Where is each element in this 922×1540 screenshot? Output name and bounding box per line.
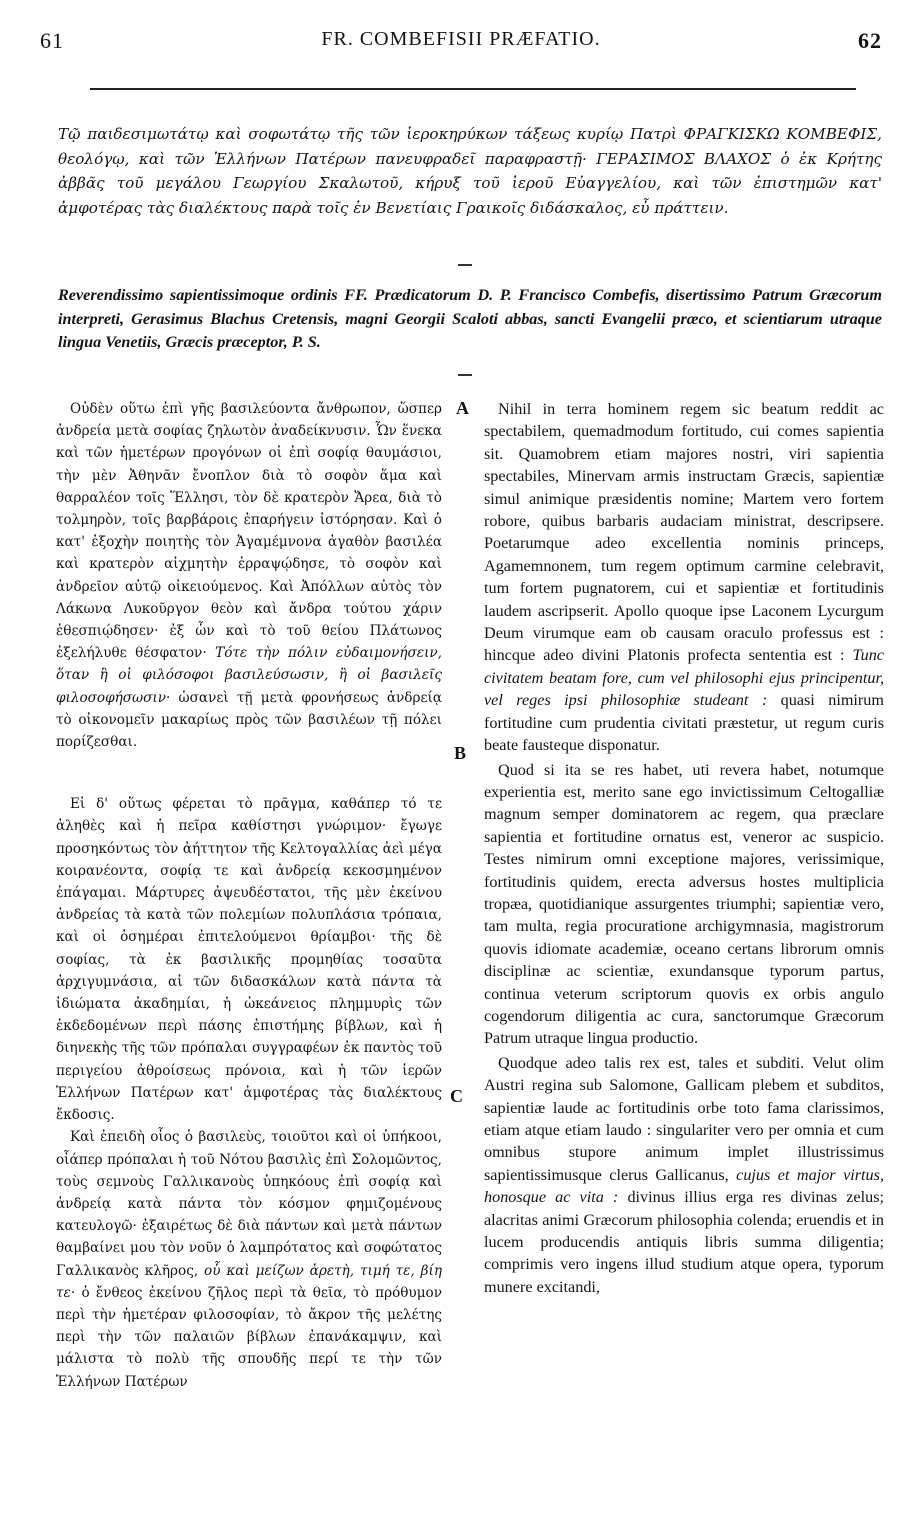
latin-text: divinus illius erga res divinas zelus; alacritas animi Græcorum philosophia colenda; eruendis et in lucem producendis antiquis libris summa diligentia; comprimis vero ingens illud studium atque opera, typorum munere excitandi,: [484, 1188, 884, 1296]
page-number-right: 62: [858, 28, 882, 53]
margin-letter-a: A: [456, 398, 469, 418]
greek-dedication: Τῷ παιδεσιμωτάτῳ καὶ σοφωτάτῳ τῆς τῶν ἱεροκηρύκων τάξεως κυρίῳ Πατρὶ ΦΡΑΓΚΙΣΚΩ ΚΟΜΒΕΦΙΣ, θεολόγῳ, καὶ τῶν Ἑλλήνων Πατέρων πανευφραδεῖ παραφραστῇ· ΓΕΡΑΣΙΜΟΣ ΒΛΑΧΟΣ ὁ ἐκ Κρήτης ἀββᾶς τοῦ μεγάλου Γεωργίου Σκαλωτοῦ, κήρυξ τοῦ ἱεροῦ Εὐαγγελίου, καὶ τῶν ἐπιστημῶν κατ' ἀμφοτέρας τὰς διαλέκτους παρὰ τοῖς ἐν Βενετίαις Γραικοῖς διδάσκαλος, εὖ πράττειν.: [58, 125, 882, 217]
greek-column: [56, 398, 442, 1393]
greek-paragraph-1: [56, 398, 442, 753]
greek-text: Οὐδὲν οὕτω ἐπὶ γῆς βασιλεύοντα ἄνθρωπον, ὥσπερ ἀνδρεία μετὰ σοφίας ζηλωτὸν ἀναδείκνυσιν. Ὧν ἕνεκα καὶ τῶν ἡμετέρων προγόνων οἱ ἐπὶ σοφίᾳ θαυμάσιοι, τὴν μὲν Ἀθηνᾶν ἔνοπλον διὰ τὸ σοφὸν ἅμα καὶ θαρραλέον τοῖς Ἕλλησι, τὸν δὲ κρατερὸν Ἄρεα, διὰ τὸ τολμηρὸν, τοῖς βαρβάροις ἐπαρήγειν ἱστόρησαν. Καὶ ὁ κατ' ἐξοχὴν ποιητὴς τὸν Ἀγαμέμνονα ἀγαθὸν βασιλέα καὶ κρατερὸν αἰχμητὴν ἐρραψῴδησε, τὸ σοφὸν καὶ ἀνδρεῖον αὐτῷ οἰκειούμενος. Καὶ Ἀπόλλων αὐτὸς τὸν Λάκωνα Λυκοῦργον θεὸν καὶ ἄνδρα τούτου χάριν ἐθεσπιῴδησεν· ἐξ ὧν καὶ τὸ τοῦ θείου Πλάτωνος ἐξελήλυθε θέσφατον·: [56, 401, 442, 662]
page-number-left: 61: [40, 28, 64, 53]
latin-quotation: Tunc civitatem beatam fore, cum vel philosophi ejus principentur, vel reges ipsi philosophiæ studeant :: [484, 646, 884, 710]
running-head: [40, 28, 882, 64]
latin-text: Quodque adeo talis rex est, tales et subditi. Velut olim Austri regina sub Salomone, Gallicam plebem et subditos, sapientiæ laude ac fortitudinis orbe toto fama clarissimos, etiam atque etiam laudo : singulariter vero per omnia et cum omnibus stupore animum implet illustrissimus sapientissimusque clerus Gallicanus,: [484, 1053, 884, 1184]
latin-paragraph-2: Quod si ita se res habet, uti revera habet, notumque experientia est, merito sane ego invictissimum Celtogalliæ magnum semper dominatorem ac regem, qua præclare sapientia et fortitudine ornatus est, veneror ac suspicio. Testes nimirum omni exceptione majores, verissimique, fortitudinis quidem, erecta adversus hostes multiplicia tropæa, quotidianique assurgentes triumphi; sapientiæ vero, tam multa, regia procuratione archigymnasia, magistrorum quovis idiomate academiæ, oceano certans librorum omnis disciplinæ ac scientiæ, exundansque typorum partus, continua veterum scriptorum quovis ex orbis angulo cogendorum diligentia ac cura, sanctorumque Græcorum Patrum utraque lingua productio.: [484, 760, 884, 1048]
latin-paragraph-3: [484, 1052, 884, 1298]
header-rule: [90, 88, 856, 90]
running-title: FR. COMBEFISII PRÆFATIO.: [321, 28, 601, 50]
greek-quotation: οὗ καὶ μείζων ἀρετὴ, τιμή τε, βίη τε·: [56, 1262, 442, 1301]
margin-letter-c: C: [450, 1086, 463, 1106]
separator-dash: [458, 374, 472, 376]
latin-quotation: cujus et major virtus, honosque ac vita :: [484, 1165, 884, 1207]
latin-paragraph-1: [484, 398, 884, 757]
greek-paragraph-3: [56, 1126, 442, 1392]
latin-dedication: Reverendissimo sapientissimoque ordinis FF. Prædicatorum D. P. Francisco Combefis, disertissimo Patrum Græcorum interpreti, Gerasimus Blachus Cretensis, magni Georgii Scaloti abbas, sancti Evangelii præco, et scientiarum utraque lingua Venetiis, Græcis præceptor, P. S.: [58, 286, 882, 351]
latin-column: [484, 398, 884, 1298]
greek-quotation: Τότε τὴν πόλιν εὐδαιμονήσειν, ὅταν ἢ οἱ φιλόσοφοι βασιλεύσωσιν, ἢ οἱ βασιλεῖς φιλοσοφήσωσιν·: [56, 645, 442, 706]
separator-dash: [458, 264, 472, 266]
greek-paragraph-2: Εἰ δ' οὕτως φέρεται τὸ πρᾶγμα, καθάπερ τό τε ἀληθὲς καὶ ἡ πεῖρα καθίστησι γνώριμον· ἔγωγε προσηκόντως τὸν ἀήττητον τῆς Κελτογαλλίας ἀεὶ μέγα κοιρανέοντα, σοφίᾳ τε καὶ ἀνδρείᾳ κεκοσμημένον ἐπάγαμαι. Μάρτυρες ἀψευδέστατοι, τῆς μὲν ἐκείνου ἀνδρείας τὰ κατὰ τῶν πολεμίων πολυπλάσια τρόπαια, καὶ οἱ ὁσημέραι ἐπιτελούμενοι θρίαμβοι· τῆς δὲ σοφίας, τὰ ἐκ βασιλικῆς προμηθίας τοσαῦτα ἀρχιγυμνάσια, αἱ τῶν διδασκάλων κατὰ πάντα τὰ ἰδιώματα ἀκαδημίαι, ἡ ὠκεάνειος πλημμυρὶς τῶν ἐκδεδομένων περὶ πάσης ἐπιστήμης βίβλων, καὶ ἡ διηνεκὴς τῆς τῶν πρόπαλαι συγγραφέων ἐκ παντὸς τοῦ περιγείου ἀθροίσεως πρόνοια, καὶ ἡ τῶν ἱερῶν Ἑλλήνων Πατέρων κατ' ἀμφοτέρας τὰς διαλέκτους ἔκδοσις.: [56, 796, 442, 1124]
greek-text: ὁ ἔνθεος ἐκείνου ζῆλος περὶ τὰ θεῖα, τὸ πρόθυμον περὶ τὴν ἡμετέραν φιλοσοφίαν, τὸ ἄκρον τῆς μελέτης περὶ τὴν τῶν παλαιῶν βίβλων ἐπανάκαμψιν, καὶ μάλιστα τὸ πολὺ τῆς σπουδῆς περί τε τὴν τῶν Ἑλλήνων Πατέρων: [56, 1284, 442, 1390]
latin-text: Nihil in terra hominem regem sic beatum reddit ac spectabilem, quemadmodum fortitudo, cui comes sapientia sit. Quamobrem etiam majores nostri, viri sapientia spectabiles, Minervam armis instructam Græcis, sapientiæ simul animique præsidentis nomine; Martem vero fortem robore, quibus barbaris audaciam ministrat, descripsere. Poetarumque adeo excellentia nominis princeps, Agamemnonem, tum regem optimum carmine celebravit, tum fortem pugnatorem, cui et sapientiæ et fortitudinis laudem ascripserit. Apollo quoque ipse Laconem Lycurgum Deum virumque eam ob causam oraculo professus est : hincque adeo divini Platonis profecta sententia est :: [484, 400, 884, 665]
greek-text: ὡσανεὶ τῇ μετὰ φρονήσεως ἀνδρείᾳ τὸ οἰκονομεῖν μακαρίως πρὸς τῶν βασιλέων τῇ πόλει πορίζεσθαι.: [56, 689, 442, 751]
greek-text: Καὶ ἐπειδὴ οἷος ὁ βασιλεὺς, τοιοῦτοι καὶ οἱ ὑπήκοοι, οἷάπερ πρόπαλαι ἡ τοῦ Νότου βασιλὶς ἐπὶ Σολομῶντος, τοὺς σεμνοὺς Γαλλικανοὺς ὑπηκόους ἐπὶ σοφίᾳ καὶ ἀνδρείᾳ κατὰ πάντα τὸν κόσμον φημιζομένους κατευλογῶ· ἐξαιρέτως δὲ διὰ πάντων καὶ μετὰ πάντων θαμβαίνει μου τὸν νοῦν ὁ λαμπρότατος καὶ σοφώτατος Γαλλικανὸς κλῆρος,: [56, 1129, 442, 1279]
margin-letter-b: B: [454, 743, 467, 763]
latin-text: quasi nimirum fortitudine cum prudentia civitati præstetur, ut regum curis beate fausteque disponatur.: [484, 691, 884, 755]
